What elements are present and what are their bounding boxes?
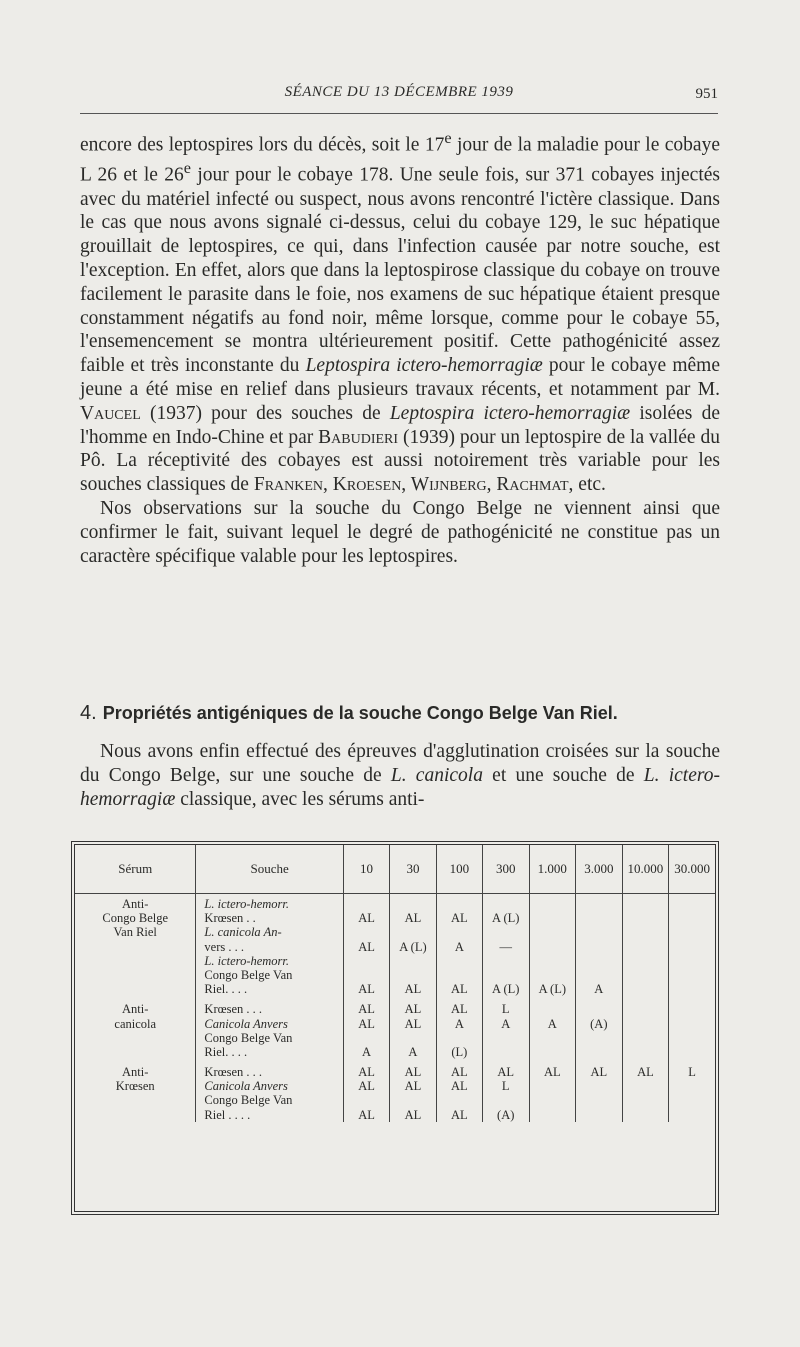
table-cell [485, 954, 527, 968]
table-cell: AL [451, 911, 468, 926]
table-cell: A [454, 1016, 464, 1031]
table-cell [625, 940, 667, 954]
table-cell [485, 1031, 527, 1045]
souche-label: L. canicola An- [204, 925, 282, 940]
table-cell [392, 1093, 434, 1107]
table-cell: AL [451, 982, 468, 997]
table-cell [578, 1108, 619, 1122]
table-cell: AL [404, 1016, 422, 1031]
table-cell [671, 911, 713, 925]
table-cell [671, 940, 713, 954]
table-cell [532, 1093, 574, 1107]
table-cell [671, 1017, 713, 1031]
dilution-column [669, 894, 715, 1122]
table-cell [625, 1079, 667, 1093]
table-cell [625, 1017, 667, 1031]
table-cell: AL [358, 1002, 375, 1017]
serum-label [77, 1108, 193, 1122]
table-cell: AL [451, 1065, 468, 1080]
table-cell [671, 1079, 713, 1093]
serum-label [77, 940, 193, 954]
table-cell [392, 968, 434, 982]
table-cell: L [501, 1079, 510, 1094]
table-cell [625, 897, 667, 911]
column-header: 1.000 [529, 845, 576, 894]
table-cell [532, 954, 574, 968]
table-cell: AL [404, 1107, 422, 1122]
table-cell [625, 911, 667, 925]
table-cell [625, 954, 667, 968]
serum-label: Congo Belge [102, 911, 169, 926]
serum-column [75, 894, 196, 1122]
table-cell [671, 968, 713, 982]
table-cell [578, 1002, 619, 1016]
serum-label [77, 982, 193, 996]
paragraph-2: Nos observations sur la souche du Congo Belge ne viennent ainsi que confirmer le fait, suivant lequel le degré de pathogénicité ne constitue pas un caractère spécifique valable pour les leptospires. [80, 497, 720, 567]
table-cell [578, 897, 619, 911]
table-cell [625, 1045, 667, 1059]
table-cell: AL [404, 1065, 422, 1080]
table-cell [532, 1031, 574, 1045]
paragraph-1: encore des leptospires lors du décès, soit le 17e jour de la maladie pour le cobaye L 26 et le 26e jour pour le cobaye 178. Une seule fois, sur 371 cobayes injectés avec du matériel infecté ou suspect, nous avons rencontré l'ictère classique. Dans le cas que nous avons signalé ci-dessus, celui du cobaye 129, le suc hépatique grouillait de leptospires, ce qui, dans l'infection causée par notre souche, est l'exception. En effet, alors que dans la leptospirose classique du cobaye on trouve facilement le parasite dans le foie, nos examens de suc hépatique étaient presque constamment négatifs au fond noir, même lorsque, comme pour le cobaye 55, l'ensemencement se montra ultérieurement positif. Cette pathogénicité assez faible et très inconstante du Leptospira ictero-hemorragiæ pour le cobaye même jeune a été mise en relief dans plusieurs travaux récents, et notamment par M. Vaucel (1937) pour des souches de Leptospira ictero-hemorragiæ isolées de l'homme en Indo-Chine et par Babudieri (1939) pour un leptospire de la vallée du Pô. La réceptivité des cobayes est aussi notoirement très variable pour les souches classiques de Franken, Kroesen, Wijnberg, Rachmat, etc. [80, 129, 720, 496]
dilution-column [482, 894, 529, 1122]
table-cell [532, 1002, 574, 1016]
souche-label: Congo Belge Van [204, 967, 293, 982]
table-cell [578, 968, 619, 982]
table-cell [485, 897, 527, 911]
table-cell: AL [358, 1107, 375, 1122]
serum-label [77, 968, 193, 982]
table-cell [392, 925, 434, 939]
dilution-column [436, 894, 482, 1122]
serum-label [77, 1045, 193, 1059]
section-paragraph: Nous avons enfin effectué des épreuves d'agglutination croisées sur la souche du Congo Belge, sur une souche de L. canicola et une souche de L. ictero-hemorragiæ classique, avec les sérums anti- [80, 741, 720, 810]
table-cell [532, 1045, 574, 1059]
table-cell [578, 1093, 619, 1107]
souche-label: Riel. . . . [204, 982, 248, 997]
section-title: Propriétés antigéniques de la souche Congo Belge Van Riel. [102, 703, 618, 723]
table-cell [671, 1031, 713, 1045]
table-cell [439, 897, 480, 911]
table-cell [439, 1031, 480, 1045]
body-text [80, 127, 720, 568]
table-cell [625, 1108, 667, 1122]
table-cell [671, 1093, 713, 1107]
souche-label: Krœsen . . [204, 911, 256, 926]
table-cell [578, 1031, 619, 1045]
table-cell: (A) [590, 1016, 608, 1031]
table-cell: AL [404, 1079, 422, 1094]
dilution-column [576, 894, 622, 1122]
table-cell: AL [404, 982, 422, 997]
table-cell [346, 897, 387, 911]
serum-label [77, 1093, 193, 1107]
table-cell: (A) [497, 1107, 515, 1122]
column-header: 30 [390, 845, 437, 894]
table-cell: A [594, 982, 604, 997]
table-cell [532, 940, 574, 954]
column-header: Souche [196, 845, 344, 894]
table-cell: A (L) [399, 939, 427, 954]
table-cell [625, 1031, 667, 1045]
column-header: 10 [343, 845, 389, 894]
running-title: SÉANCE DU 13 DÉCEMBRE 1939 [284, 84, 514, 100]
table-cell [671, 982, 713, 996]
header-rule [80, 113, 718, 114]
table-cell [485, 1045, 527, 1059]
table-cell: A [501, 1016, 511, 1031]
section-heading [80, 702, 720, 725]
table-cell [671, 954, 713, 968]
table-cell [532, 911, 574, 925]
table-cell [439, 1093, 480, 1107]
table-cell [439, 968, 480, 982]
column-header: Sérum [75, 845, 196, 894]
agglutination-table [74, 844, 716, 1212]
table-cell: AL [358, 1065, 375, 1080]
table-cell [671, 1108, 713, 1122]
table-cell: L [688, 1065, 696, 1080]
table-cell: A (L) [492, 982, 520, 997]
table-cell [625, 968, 667, 982]
table-cell: AL [451, 1079, 468, 1094]
column-header: 3.000 [576, 845, 622, 894]
table-cell [346, 1031, 387, 1045]
souche-label: Canicola Anvers [204, 1079, 288, 1094]
table-cell [346, 954, 387, 968]
table-cell [532, 897, 574, 911]
table-cell [346, 925, 387, 939]
table-cell [671, 897, 713, 911]
table-cell [392, 954, 434, 968]
dilution-column [390, 894, 437, 1122]
souche-label: Riel. . . . [204, 1044, 248, 1059]
serum-label: canicola [114, 1016, 157, 1031]
table-cell [532, 925, 574, 939]
table-cell: AL [358, 1016, 375, 1031]
table-cell [532, 1108, 574, 1122]
table-header-row [75, 845, 715, 894]
table-cell [485, 968, 527, 982]
table-cell [671, 925, 713, 939]
table-cell: AL [590, 1065, 608, 1080]
table-cell [625, 925, 667, 939]
table-cell [625, 1002, 667, 1016]
table-cell [532, 1079, 574, 1093]
table-cell [578, 911, 619, 925]
table-cell [578, 1079, 619, 1093]
souche-label: Krœsen . . . [204, 1002, 263, 1017]
table-cell [625, 1093, 667, 1107]
souche-label: Riel . . . . [204, 1107, 251, 1122]
souche-label: L. ictero-hemorr. [204, 953, 290, 968]
column-header: 300 [482, 845, 529, 894]
table-cell [346, 1093, 387, 1107]
table-cell [625, 982, 667, 996]
table-cell [346, 968, 387, 982]
souche-label: Canicola Anvers [204, 1016, 288, 1031]
table-cell: AL [358, 1079, 375, 1094]
table-cell [392, 897, 434, 911]
table-cell [392, 1031, 434, 1045]
table-body-row [75, 894, 715, 1122]
running-head [80, 84, 718, 108]
table-cell: — [499, 939, 512, 954]
souche-label: Congo Belge Van [204, 1030, 293, 1045]
column-header: 30.000 [669, 845, 715, 894]
serum-label: Anti- [122, 1002, 149, 1017]
page-number: 951 [695, 86, 718, 102]
table-cell: AL [358, 939, 375, 954]
column-header: 100 [436, 845, 482, 894]
serum-label [77, 954, 193, 968]
dilution-column [622, 894, 669, 1122]
dilution-column [343, 894, 389, 1122]
table-cell: A [362, 1044, 372, 1059]
table-cell: AL [451, 1107, 468, 1122]
table-cell [671, 1045, 713, 1059]
table-cell [532, 968, 574, 982]
souche-label: vers . . . [204, 939, 244, 954]
section-number: 4. [80, 702, 97, 724]
table-cell: AL [404, 1002, 422, 1017]
table [75, 845, 715, 1122]
table-cell [485, 1093, 527, 1107]
serum-label: Anti- [122, 1065, 149, 1080]
table-cell [578, 1045, 619, 1059]
table-cell [439, 925, 480, 939]
table-cell: (L) [451, 1044, 468, 1059]
table-cell: A [408, 1044, 418, 1059]
table-cell: AL [637, 1065, 654, 1080]
table-cell: L [501, 1002, 510, 1017]
serum-label [77, 1031, 193, 1045]
serum-label: Van Riel [113, 925, 157, 940]
souche-label: Congo Belge Van [204, 1093, 293, 1108]
table-cell: AL [404, 911, 422, 926]
souche-label: L. ictero-hemorr. [204, 897, 290, 911]
table-cell [578, 940, 619, 954]
table-cell [439, 954, 480, 968]
column-header: 10.000 [622, 845, 669, 894]
dilution-column [529, 894, 576, 1122]
table-cell: AL [497, 1065, 515, 1080]
souche-label: Krœsen . . . [204, 1065, 263, 1080]
souche-column [196, 894, 344, 1122]
table-cell: AL [451, 1002, 468, 1017]
table-cell [671, 1002, 713, 1016]
table-cell [485, 925, 527, 939]
serum-label: Anti- [122, 897, 149, 911]
table-cell [578, 925, 619, 939]
section-text [80, 740, 720, 812]
table-cell: A [547, 1016, 557, 1031]
table-cell: AL [543, 1065, 561, 1080]
table-cell [578, 954, 619, 968]
serum-label: Krœsen [115, 1079, 155, 1094]
table-cell: A (L) [492, 911, 520, 926]
table-cell: A [454, 939, 464, 954]
table-cell: AL [358, 982, 375, 997]
table-cell: AL [358, 911, 375, 926]
table-cell: A (L) [538, 982, 567, 997]
